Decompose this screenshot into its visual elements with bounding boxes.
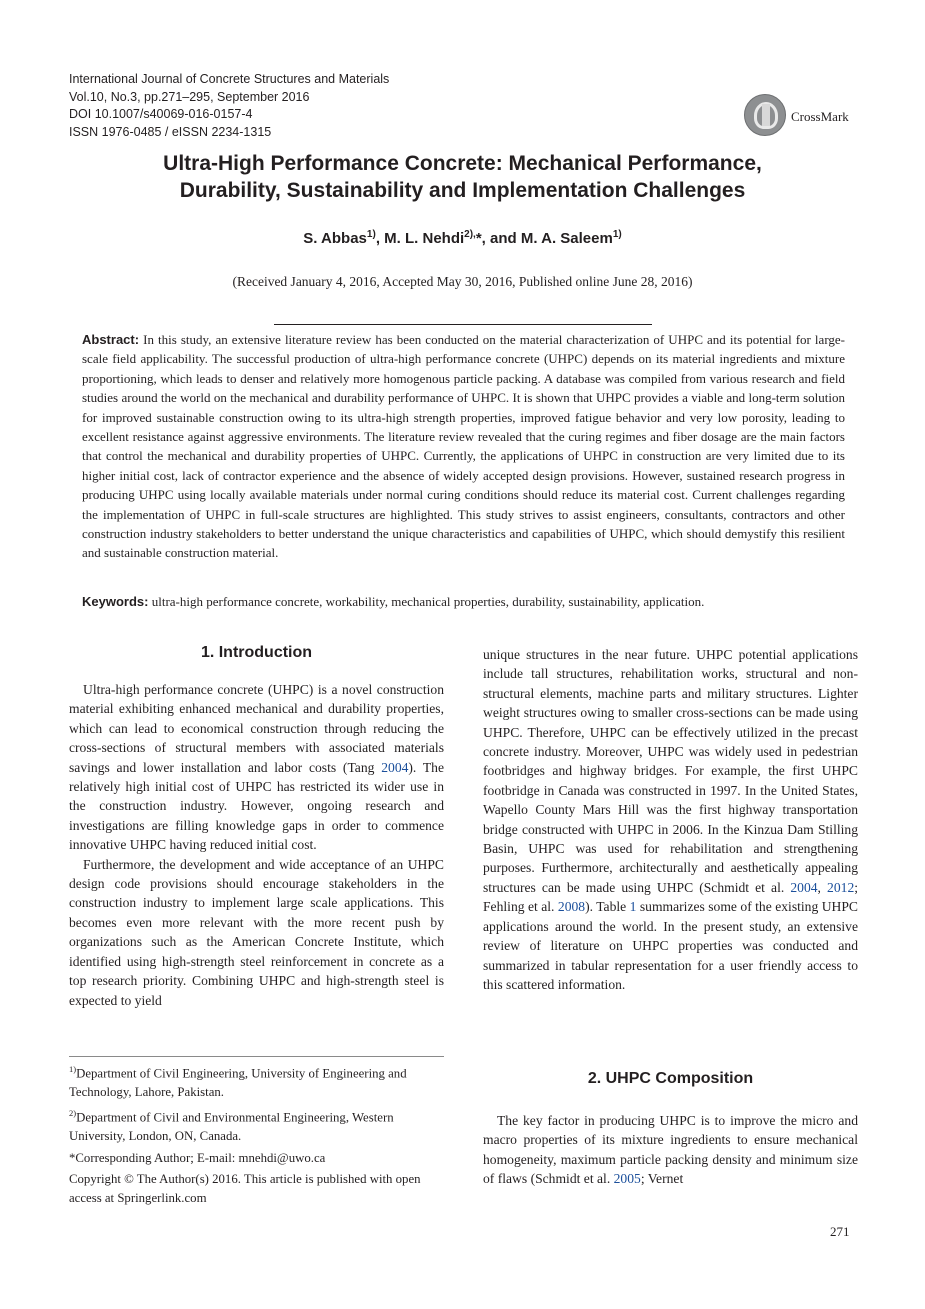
journal-volume: Vol.10, No.3, pp.271–295, September 2016 — [69, 89, 310, 104]
keywords-label: Keywords: — [82, 594, 149, 609]
footnotes — [69, 1060, 449, 1210]
crossmark-badge[interactable] — [744, 94, 859, 138]
affiliation-2 — [69, 1104, 449, 1145]
paragraph-text: The key factor in producing UHPC is to improve the micro and macro properties of its mixture ingredients to ensure mechanical homogeneity, maximum particle packing density and minimum size of flaws (Schmidt et al. — [483, 1113, 858, 1187]
author-2-affil: 2), — [464, 229, 476, 240]
affiliation-1 — [69, 1060, 449, 1101]
title-line-1: Ultra-High Performance Concrete: Mechanical Performance, — [163, 152, 762, 175]
author-3-affil: 1) — [612, 229, 622, 240]
paragraph — [483, 645, 858, 994]
keywords — [82, 592, 845, 611]
corresponding-mark: * — [475, 230, 482, 247]
left-column — [69, 680, 444, 1010]
corresponding-author: *Corresponding Author; E-mail: mnehdi@uwo.ca — [69, 1150, 326, 1165]
author-sep: , and — [481, 230, 521, 247]
journal-name: International Journal of Concrete Structures and Materials — [69, 72, 390, 86]
paragraph-text: ). The relatively high initial cost of UHPC has restricted its wider use in the construction industry. However, ongoing research and investigations are filling knowledge gaps in order to commence innovative UHPC having reduced initial cost. — [69, 759, 444, 853]
crossmark-icon — [744, 94, 786, 136]
citation-link[interactable]: 2004 — [790, 879, 818, 895]
paragraph — [483, 1111, 858, 1189]
paragraph-text: unique structures in the near future. UHPC potential applications include tall structures, rehabilitation works, structural and non-structural elements, machine parts and military structures. Lighter weight structures owing to smaller cross-sections can be made using UHPC. Therefore, UHPC can be effectively utilized in the precast concrete industry. Moreover, UHPC was widely used in pedestrian footbridges and highway bridges. For example, the first UHPC footbridge in Canada was constructed in 1997. In the United States, Wapello County Mars Hill was the first highway transportation bridge constructed with UHPC in 2006. In the Kinzua Dam Stilling Basin, UHPC was used for rehabilitation and strengthening purposes. Furthermore, architecturally and aesthetically appealing structures can be made using UHPC (Schmidt et al. — [483, 647, 858, 895]
paragraph-text: Ultra-high performance concrete (UHPC) is a novel construction material exhibiting enhanced mechanical and durability properties, which can lead to economical construction through reducing the cross-sections of structural members with associated materials savings and lower installation and labor costs (Tang — [69, 682, 444, 775]
journal-issn: ISSN 1976-0485 / eISSN 2234-1315 — [69, 124, 272, 139]
table-link[interactable]: 1 — [629, 899, 637, 915]
journal-doi[interactable]: DOI 10.1007/s40069-016-0157-4 — [69, 107, 253, 121]
section-heading-introduction: 1. Introduction — [200, 644, 313, 661]
title-line-2: Durability, Sustainability and Implementation Challenges — [179, 179, 746, 202]
affiliation-marker: 1) — [69, 1064, 77, 1074]
journal-info — [69, 71, 389, 141]
right-column — [483, 645, 858, 994]
paper-title — [40, 150, 885, 204]
affiliation-text: Department of Civil Engineering, University of Engineering and Technology, Lahore, Pakistan. — [69, 1066, 407, 1099]
author-sep: , — [375, 230, 385, 247]
copyright-notice: Copyright © The Author(s) 2016. This article is published with open access at Springerlink.com — [69, 1172, 421, 1205]
crossmark-label: CrossMark — [791, 109, 849, 124]
abstract-text: In this study, an extensive literature review has been conducted on the material characterization of UHPC and its potential for large-scale field applicability. The successful production of ultra-high performance concrete (UHPC) depends on its material ingredients and mixture proportioning, which leads to denser and relatively more homogenous particle packing. A database was compiled from various research and field studies around the world on the mechanical and durability performance of UHPC. It is shown that UHPC provides a viable and long-term solution for improved sustainable construction owing to its ultra-high strength properties, improved fatigue behavior and very low porosity, leading to excellent resistance against aggressive environments. The literature review revealed that the curing regimes and fiber dosage are the main factors that control the mechanical and durability properties of UHPC. Currently, the applications of UHPC in construction are very limited due to its higher initial cost, lack of contractor experience and the absence of widely accepted design provisions. However, sustained research progress in producing UHPC using locally available materials under normal curing conditions should reduce its material cost. Current challenges regarding the implementation of UHPC in full-scale structures are highlighted. This study strives to assist engineers, consultants, contractors and other construction industry stakeholders to better understand the unique characteristics and capabilities of UHPC, which should demystify this resilient and sustainable construction material. — [82, 332, 846, 561]
page-number: 271 — [830, 1224, 850, 1239]
paragraph: Furthermore, the development and wide acceptance of an UHPC design code provisions should encourage stakeholders in the construction industry to implement large scale applications. This becomes even more relevant with the more recent push by organizations such as the American Concrete Institute, which identified using high-strength steel reinforcement in concrete as a top research priority. Combining UHPC and high-strength steel is expected to yield — [69, 856, 444, 1008]
paragraph-text: summarizes some of the existing UHPC applications around the world. In the present study, an extensive review of literature on UHPC properties was conducted and summarized in tabular representation for a user friendly access to this scattered information. — [483, 899, 858, 992]
author-list — [40, 229, 885, 247]
paragraph-text: ; Vernet — [640, 1171, 684, 1187]
author-3: M. A. Saleem — [520, 230, 613, 247]
divider — [274, 324, 652, 325]
author-1: S. Abbas — [303, 230, 367, 247]
received-dates: (Received January 4, 2016, Accepted May 30, 2016, Published online June 28, 2016) — [232, 274, 693, 289]
section-heading-composition: 2. UHPC Composition — [587, 1070, 754, 1087]
footnote-divider — [69, 1056, 444, 1057]
paragraph — [69, 680, 444, 855]
paragraph-text: ; Fehling et al. — [483, 879, 859, 915]
abstract — [82, 330, 845, 563]
keywords-text: ultra-high performance concrete, workability, mechanical properties, durability, sustainability, application. — [151, 594, 705, 609]
citation-link[interactable]: 2008 — [557, 899, 586, 915]
citation-link[interactable]: 2012 — [827, 879, 855, 895]
abstract-label: Abstract: — [82, 332, 140, 347]
affiliation-text: Department of Civil and Environmental Engineering, Western University, London, ON, Canada. — [69, 1110, 394, 1144]
author-1-affil: 1) — [366, 229, 376, 240]
composition-text — [483, 1111, 858, 1189]
paragraph-text: ). Table — [585, 899, 630, 915]
author-2: M. L. Nehdi — [384, 230, 465, 247]
affiliation-marker: 2) — [69, 1108, 77, 1119]
citation-link[interactable]: 2004 — [381, 759, 409, 775]
paragraph-text: , — [817, 879, 828, 895]
citation-link[interactable]: 2005 — [613, 1171, 641, 1187]
